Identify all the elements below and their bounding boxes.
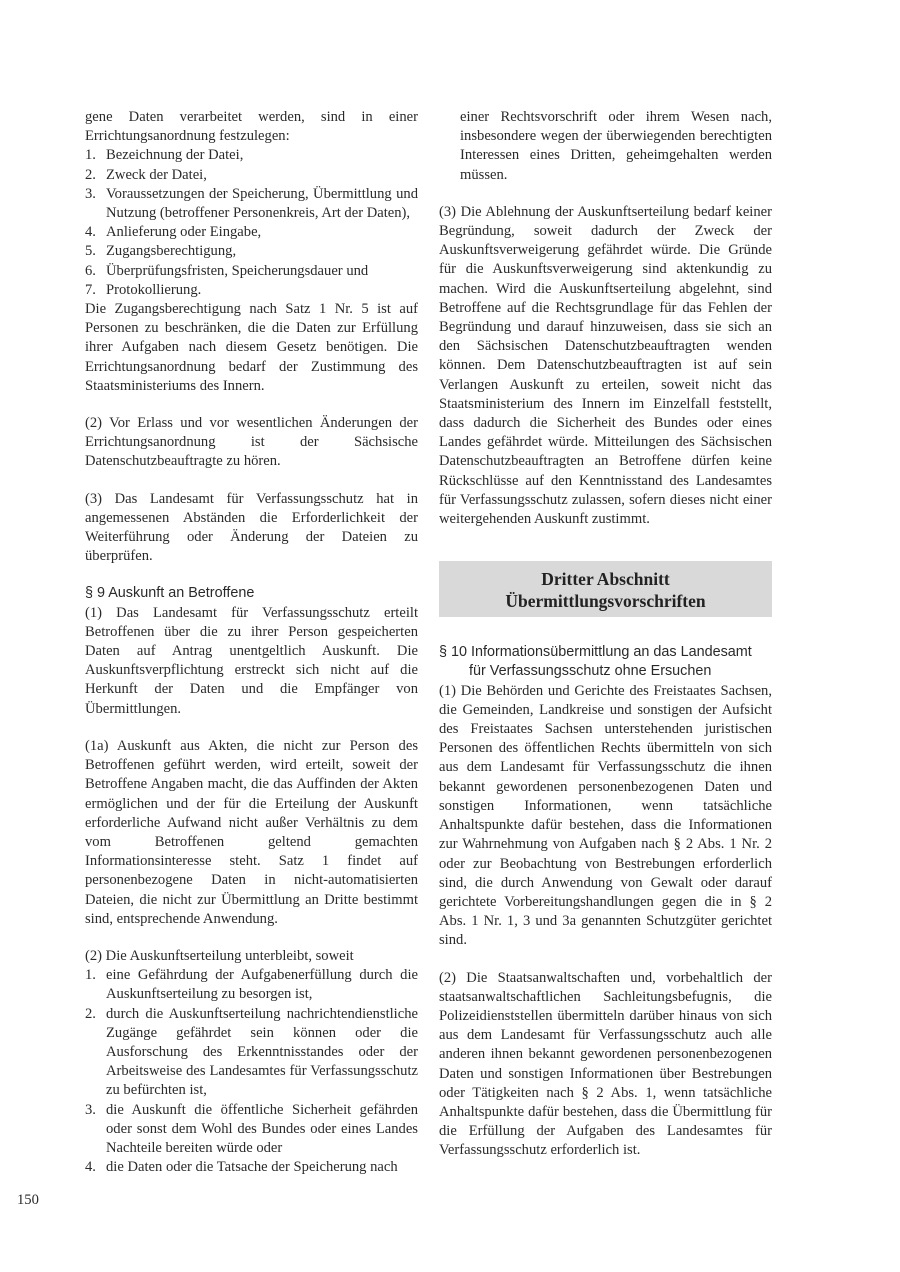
paragraph-errichtungsanordnung [85,108,418,396]
list-item: 4. Anlieferung oder Eingabe, [85,224,262,241]
paragraph-9-2-intro: (2) Die Auskunftserteilung unterbleibt, soweit [85,947,354,964]
section-10-heading [439,643,772,681]
paragraph-10-2: (2) Die Staatsanwaltschaften und, vorbehaltlich der staatsanwaltschaftlichen Sachleitungsbefugnis, die Polizeidienststellen übermitteln darüber hinaus von sich aus dem Landesamt für Verfassungsschutz auch alle anderen ihnen bekannt gewordenen personenbezogenen Daten und sonstigen Informationen über Bestrebungen oder Tätigkeiten nach § 2 Abs. 1, wenn tatsächliche Anhaltspunkte dafür bestehen, dass die Übermittlung für die Erfüllung der Aufgaben des Landesamtes für Verfassungsschutz erforderlich ist. [439,969,772,1159]
page-number: 150 [17,1192,39,1208]
paragraph-9-3: (3) Die Ablehnung der Auskunftserteilung bedarf keiner Begründung, soweit dadurch der Zweck der Auskunftsverweigerung gefährdet würde. Die Gründe für die Auskunftsverweigerung sind aktenkundig zu machen. Wird die Auskunftserteilung abgelehnt, sind Betroffene auf die Rechtsgrundlage für das Fehlen der Begründung und darauf hinzuweisen, dass sie sich an den Sächsischen Datenschutzbeauftragten wenden können. Dem Datenschutzbeauftragten ist auf sein Verlangen Auskunft zu erteilen, soweit nicht das Staatsministerium des Innern im Einzelfall feststellt, dass dadurch die Sicherheit des Bundes oder eines Landes gefährdet würde. Mitteilungen des Sächsischen Datenschutzbeauftragten an Betroffene dürfen keine Rückschlüsse auf den Kenntnisstand des Landesamtes für Verfassungsschutz zulassen, sofern dieses nicht einer weitergehenden Auskunft zustimmt. [439,203,772,528]
list-item-continuation: einer Rechtsvorschrift oder ihrem Wesen nach, insbesondere wegen der überwiegenden berechtigten Interessen eines Dritten, geheimgehalten werden müssen. [460,109,772,183]
list-item: 7. Protokollierung. [85,281,202,298]
paragraph-intro: gene Daten verarbeitet werden, sind in einer Errichtungsanordnung festzulegen: [85,109,418,145]
paragraph-10-1: (1) Die Behörden und Gerichte des Freistaates Sachsen, die Gemeinden, Landkreise und sonstigen der Aufsicht des Freistaates Sachsen unterstehenden juristischen Personen des öffentlichen Rechts übermitteln von sich aus dem Landesamt für Verfassungsschutz die ihnen bekannt gewordenen personenbezogenen Daten und sonstigen Informationen, wenn tatsächliche Anhaltspunkte dafür bestehen, dass die Informationen zur Wahrnehmung von Aufgaben nach § 2 Abs. 1 Nr. 2 oder zur Beobachtung von Bestrebungen erforderlich sind, die durch Anwendung von Gewalt oder darauf gerichtete Vorbereitungshandlungen gegen die in § 2 Abs. 1 Nr. 1, 3 und 3a genannten Schutzgüter gerichtet sind. [439,682,772,949]
section-title-box [439,561,772,617]
section-title-line-2: Übermittlungsvorschriften [505,591,706,612]
section-10-heading-line-1: § 10 Informationsübermittlung an das Landesamt [439,644,752,661]
paragraph-9-1: (1) Das Landesamt für Verfassungsschutz erteilt Betroffenen über die zu ihrer Person gespeicherten Daten auf Antrag unentgeltlich Auskunft. Die Auskunftsverpflichtung erstreckt sich nicht auf die Herkunft der Daten und die Empfänger von Übermittlungen. [85,604,418,717]
paragraph-8-2: (2) Vor Erlass und vor wesentlichen Änderungen der Errichtungsanordnung ist der Sächsische Datenschutzbeauftragte zu hören. [85,415,418,470]
paragraph-8-3: (3) Das Landesamt für Verfassungsschutz hat in angemessenen Abständen die Erforderlichkeit der Weiterführung oder Änderung der Dateien zu überprüfen. [85,490,418,565]
right-column [439,108,772,1179]
list-item: 2. durch die Auskunftserteilung nachrichtendienstliche Zugänge gefährdet sein können oder die Ausforschung des Erkenntnisstandes oder der Arbeitsweise des Landesamtes für Verfassungsschutz zu befürchten ist, [85,1005,418,1099]
paragraph-9-2 [85,947,418,1177]
list-item: 2. Zweck der Datei, [85,166,207,183]
section-10 [439,643,772,950]
section-9-heading: § 9 Auskunft an Betroffene [85,585,255,602]
list-item: 4. die Daten oder die Tatsache der Speicherung nach [85,1159,398,1176]
left-column [85,108,418,1195]
section-10-heading-line-2: für Verfassungsschutz ohne Ersuchen [469,663,712,680]
list-item: 1. Bezeichnung der Datei, [85,147,244,164]
paragraph-9-1a: (1a) Auskunft aus Akten, die nicht zur Person des Betroffenen geführt werden, wird erteilt, soweit der Betroffene Angaben macht, die das Auffinden der Akten ermöglichen und der für die Erteilung der Auskunft erforderliche Aufwand nicht außer Verhältnis zu dem vom Betroffenen geltend gemachten Informationsinteresse steht. Satz 1 findet auf personenbezogene Daten in nicht-automatisierten Dateien, die nicht zur Übermittlung an Dritte bestimmt sind, entsprechende Anwendung. [85,737,418,927]
numbered-list-auskunft [85,966,418,1177]
paragraph-outro: Die Zugangsberechtigung nach Satz 1 Nr. 5 ist auf Personen zu beschränken, die die Daten zur Erfüllung ihrer Aufgaben nach diesem Gesetz benötigen. Die Errichtungsanordnung bedarf der Zustimmung des Staatsministeriums des Innern. [85,301,418,394]
list-item: 6. Überprüfungsfristen, Speicherungsdauer und [85,262,369,279]
numbered-list-errichtungsanordnung [85,146,418,300]
list-item: 3. Voraussetzungen der Speicherung, Übermittlung und Nutzung (betroffener Personenkreis, Art der Daten), [85,185,418,222]
list-item: 1. eine Gefährdung der Aufgabenerfüllung durch die Auskunftserteilung zu besorgen ist, [85,967,418,1003]
list-item: 3. die Auskunft die öffentliche Sicherheit gefährden oder sonst dem Wohl des Bundes oder eines Landes Nachteile bereiten würde oder [85,1101,418,1156]
section-title-line-1: Dritter Abschnitt [541,569,670,590]
list-item: 5. Zugangsberechtigung, [85,243,237,260]
section-9 [85,584,418,718]
